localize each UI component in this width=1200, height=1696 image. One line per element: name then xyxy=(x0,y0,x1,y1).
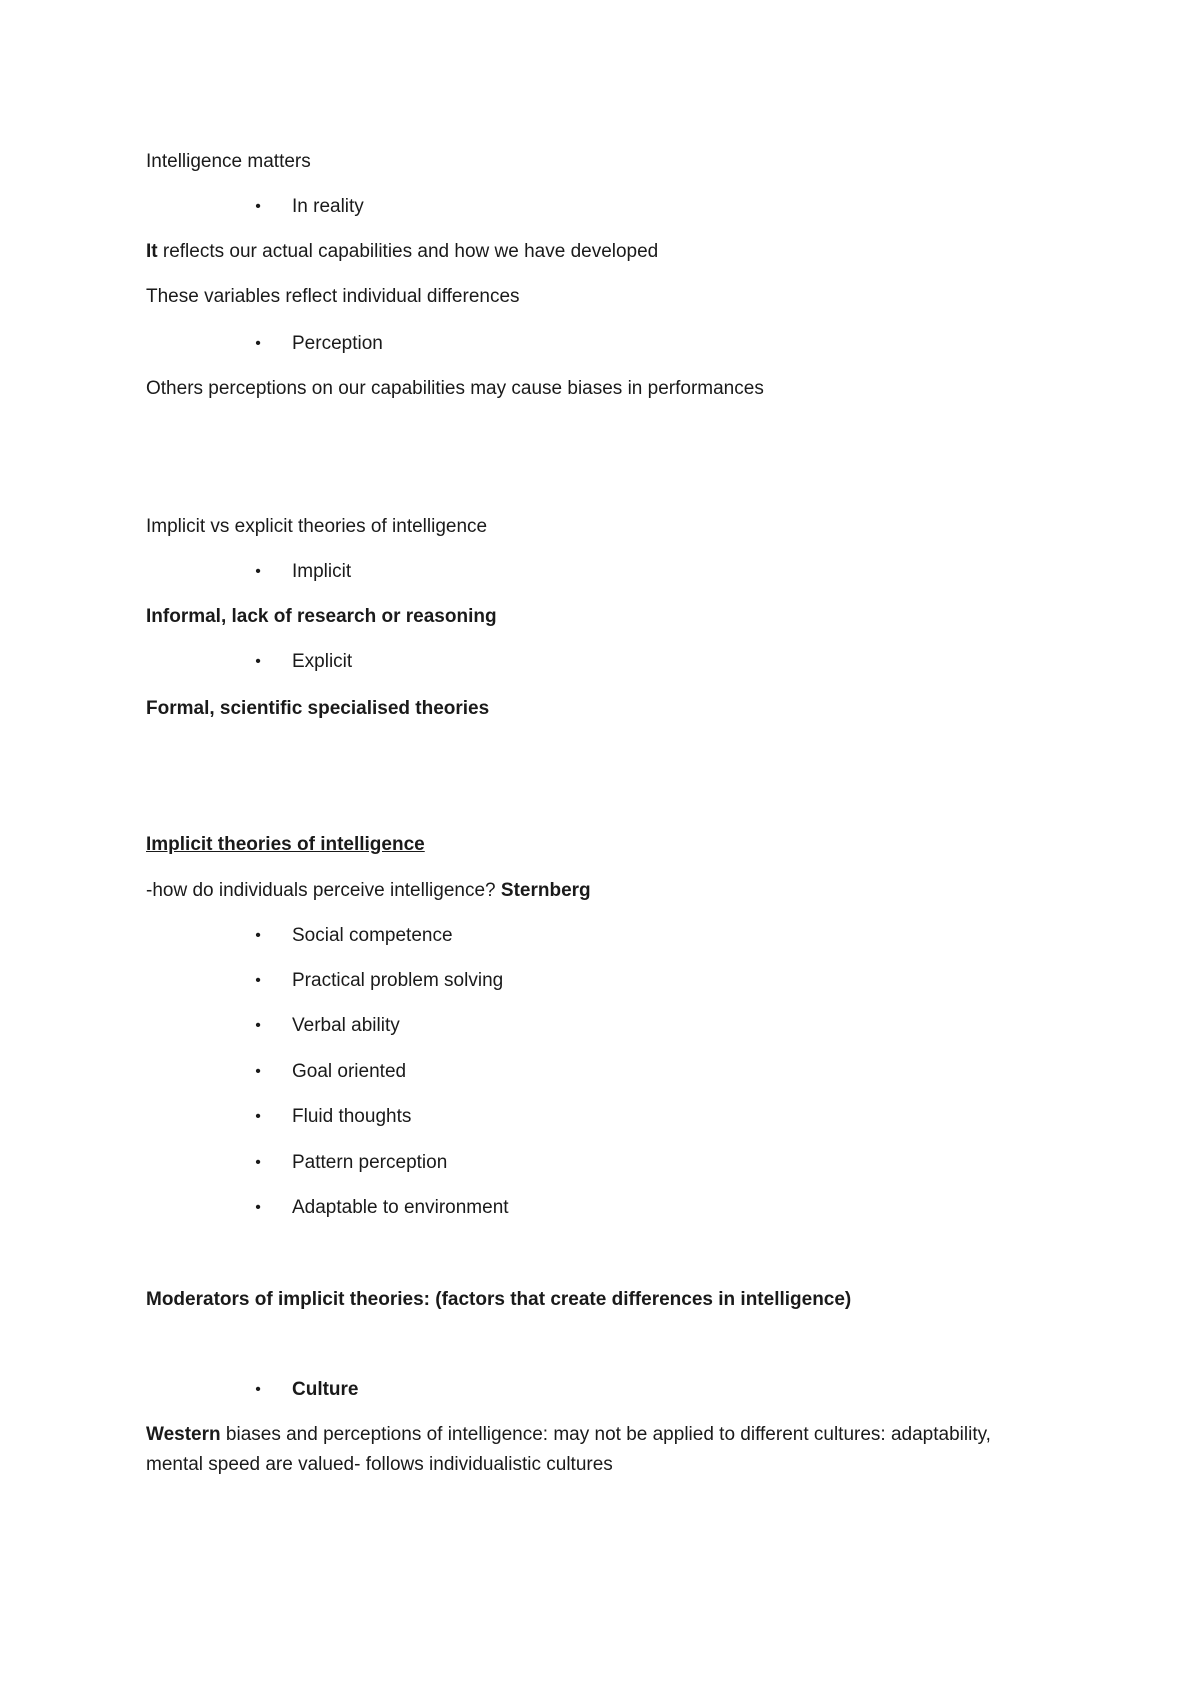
bullet-icon: • xyxy=(255,1063,261,1080)
bullet-icon: • xyxy=(255,1199,261,1216)
text-western-bold: Western xyxy=(146,1424,221,1445)
bullet-icon: • xyxy=(255,1381,261,1398)
text-reflects-rest: reflects our actual capabilities and how we have developed xyxy=(157,241,659,262)
list-item: Adaptable to environment xyxy=(292,1197,509,1218)
bullet-icon: • xyxy=(255,1108,261,1125)
list-item-culture: Culture xyxy=(292,1379,359,1400)
list-item: Goal oriented xyxy=(292,1061,407,1082)
list-item-implicit: Implicit xyxy=(292,561,352,582)
list-item: Social competence xyxy=(292,925,453,946)
paragraph-western xyxy=(146,1420,1006,1480)
list-item-explicit: Explicit xyxy=(292,651,353,672)
text-author-sternberg: Sternberg xyxy=(500,880,591,901)
paragraph-reflects xyxy=(146,240,658,264)
text-western-rest: biases and perceptions of intelligence: may not be applied to different cultures: adaptability, mental speed are valued- follows individualistic cultures xyxy=(146,1424,991,1475)
paragraph-formal: Formal, scientific specialised theories xyxy=(146,698,490,719)
list-item-perception: Perception xyxy=(292,333,383,354)
list-item: Pattern perception xyxy=(292,1152,448,1173)
list-item: Fluid thoughts xyxy=(292,1106,412,1127)
paragraph-informal: Informal, lack of research or reasoning xyxy=(146,606,497,627)
bullet-icon: • xyxy=(255,198,261,215)
list-item: Verbal ability xyxy=(292,1015,400,1036)
bullet-icon: • xyxy=(255,653,261,670)
text-question: -how do individuals perceive intelligence? xyxy=(146,880,501,901)
paragraph-variables: These variables reflect individual differences xyxy=(146,286,520,307)
paragraph-how-perceive xyxy=(146,879,591,903)
text-it-bold: It xyxy=(146,241,158,262)
bullet-icon: • xyxy=(255,972,261,989)
heading-moderators: Moderators of implicit theories: (factors that create differences in intelligence) xyxy=(146,1289,852,1310)
list-item: Practical problem solving xyxy=(292,970,504,991)
bullet-icon: • xyxy=(255,927,261,944)
paragraph-others-perceptions: Others perceptions on our capabilities may cause biases in performances xyxy=(146,378,764,399)
bullet-icon: • xyxy=(255,335,261,352)
bullet-icon: • xyxy=(255,563,261,580)
heading-intelligence-matters: Intelligence matters xyxy=(146,151,311,172)
heading-implicit-vs-explicit: Implicit vs explicit theories of intelligence xyxy=(146,516,488,537)
heading-implicit-theories: Implicit theories of intelligence xyxy=(146,834,425,855)
bullet-icon: • xyxy=(255,1017,261,1034)
list-item-in-reality: In reality xyxy=(292,196,364,217)
bullet-icon: • xyxy=(255,1154,261,1171)
